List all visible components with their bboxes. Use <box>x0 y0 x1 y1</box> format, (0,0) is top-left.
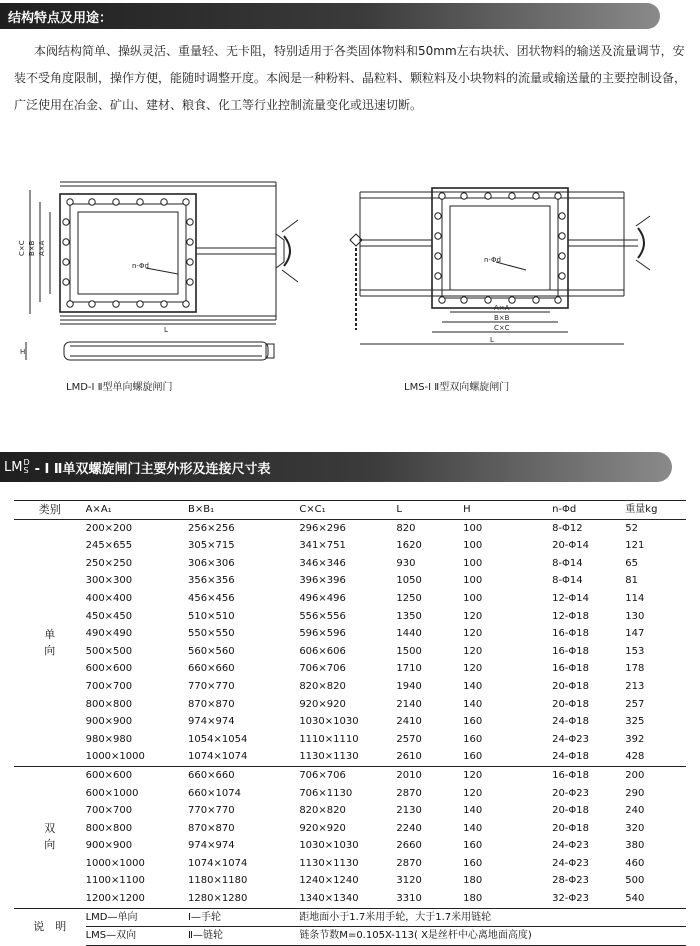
table-cell: 1350 <box>396 610 422 622</box>
dim-label-l: L <box>490 336 494 344</box>
dim-label-aaa: A×A <box>38 240 46 256</box>
table-cell: 600×600 <box>85 663 133 675</box>
notes-row <box>14 927 686 946</box>
table-cell: 213 <box>625 680 645 692</box>
table-cell: 120 <box>463 610 483 622</box>
table-cell: 660×660 <box>188 766 299 784</box>
table-cell: 8-Φ14 <box>552 557 583 569</box>
lms-drawing <box>348 170 684 370</box>
table-cell: 160 <box>463 840 483 852</box>
table-cell: 2870 <box>396 787 422 799</box>
table-cell: 16-Φ18 <box>552 766 625 784</box>
table-cell: 1130×1130 <box>299 857 359 869</box>
table-cell: 870×870 <box>188 822 235 834</box>
header-cell: 类别 <box>14 501 86 520</box>
note-cell: LMS—双向 <box>86 927 188 946</box>
table-cell: 200×200 <box>85 522 133 534</box>
caption-lmd: LMD-Ⅰ Ⅱ型单向螺旋闸门 <box>66 382 173 393</box>
table-cell: 2870 <box>396 857 422 869</box>
table-cell: 2140 <box>396 698 422 710</box>
table-cell: 3120 <box>396 875 422 887</box>
table-cell: 460 <box>625 857 645 869</box>
table-cell: 1710 <box>396 663 422 675</box>
table-cell: 325 <box>625 716 645 728</box>
dim-label-bbb: B×B <box>494 314 510 322</box>
table-cell: 200 <box>625 766 686 784</box>
table-cell: 120 <box>463 628 483 640</box>
table-cell: 920×920 <box>299 698 346 710</box>
table-cell: 1280×1280 <box>188 893 248 905</box>
table-cell: 160 <box>463 857 483 869</box>
table-cell: 100 <box>463 540 483 552</box>
table-cell: 8-Φ14 <box>552 575 583 587</box>
table-cell: 490×490 <box>85 628 133 640</box>
table-cell: 428 <box>625 751 645 763</box>
table-cell: 1030×1030 <box>299 716 359 728</box>
table-row <box>14 643 686 661</box>
table-cell: 120 <box>463 766 552 784</box>
table-cell: 600×600 <box>86 766 188 784</box>
table-cell: 178 <box>625 663 645 675</box>
table-cell: 820×820 <box>299 805 346 817</box>
table-cell: 2660 <box>396 840 422 852</box>
table-row <box>14 802 686 820</box>
header-cell: n-Φd <box>552 501 625 520</box>
table-cell: 920×920 <box>299 822 346 834</box>
group-double <box>14 766 686 908</box>
table-cell: 24-Φ23 <box>552 857 590 869</box>
table-cell: 500×500 <box>85 645 133 657</box>
table-row <box>14 766 686 784</box>
table-cell: 256×256 <box>188 522 235 534</box>
header-cell: H <box>463 501 552 520</box>
header-cell: C×C₁ <box>299 501 396 520</box>
table-cell: 120 <box>463 663 483 675</box>
header-cell: B×B₁ <box>188 501 299 520</box>
table-cell: 1074×1074 <box>188 751 248 763</box>
table-cell: 3310 <box>396 893 422 905</box>
table-cell: 1200×1200 <box>85 893 145 905</box>
table-cell: 1250 <box>396 592 422 604</box>
table-cell: 28-Φ23 <box>552 875 590 887</box>
table-cell: 2570 <box>396 733 422 745</box>
table-row <box>14 537 686 555</box>
table-cell: 900×900 <box>85 840 133 852</box>
group-single <box>14 519 686 766</box>
table-cell: 660×1074 <box>188 787 241 799</box>
table-cell: 100 <box>463 522 483 534</box>
table-cell: 550×550 <box>188 628 235 640</box>
table-cell: 2240 <box>396 822 422 834</box>
table-cell: 1030×1030 <box>299 840 359 852</box>
table-cell: 20-Φ18 <box>552 680 590 692</box>
table-cell: 24-Φ23 <box>552 733 590 745</box>
table-cell: 24-Φ23 <box>552 840 590 852</box>
table-cell: 456×456 <box>188 592 235 604</box>
table-cell: 1054×1054 <box>188 733 248 745</box>
table-cell: 356×356 <box>188 575 235 587</box>
table-cell: 16-Φ18 <box>552 663 590 675</box>
notes-label: 说 明 <box>14 908 86 945</box>
table-header-row <box>14 501 686 520</box>
intro-paragraph: 本阀结构简单、操纵灵活、重量轻、无卡阻，特别适用于各类固体物料和50mm左右块状、团状物料的输送及流量调节，安装不受角度限制，操作方便，能随时调整开度。本阀是一种粉料、晶粒料、颗粒料及小块物料的流量或输送量的主要控制设备，广泛使用在冶金、矿山、建材、粮食、化工等行业控制流量变化或迅速切断。 <box>14 44 687 112</box>
dim-label-bbb: B×B <box>28 240 36 256</box>
table-row <box>14 890 686 908</box>
table-cell: 130 <box>625 610 645 622</box>
dim-label-aaa: A×A <box>494 304 510 312</box>
table-cell: 510×510 <box>188 610 235 622</box>
table-cell: 114 <box>625 592 645 604</box>
header-cell: L <box>396 501 463 520</box>
dim-label-ccc: C×C <box>494 324 510 332</box>
table-cell: 2130 <box>396 805 422 817</box>
table-cell: 20-Φ23 <box>552 787 590 799</box>
table-cell: 12-Φ14 <box>552 592 590 604</box>
table-cell: 606×606 <box>299 645 346 657</box>
header-cell: 重量kg <box>625 501 686 520</box>
table-row <box>14 608 686 626</box>
table-cell: 140 <box>463 805 483 817</box>
section-banner-features <box>0 3 660 29</box>
table-cell: 180 <box>463 893 483 905</box>
note-cell: 距地面小于1.7米用手轮，大于1.7米用链轮 <box>299 908 686 927</box>
table-row <box>14 555 686 573</box>
table-row <box>14 713 686 731</box>
table-cell: 147 <box>625 628 645 640</box>
table-cell: 2610 <box>396 751 422 763</box>
dim-label-ccc: C×C <box>18 240 26 256</box>
table-cell: 1000×1000 <box>85 857 145 869</box>
dim-label-nd: n-Φd <box>484 256 501 264</box>
table-cell: 20-Φ14 <box>552 540 590 552</box>
table-cell: 660×660 <box>188 663 235 675</box>
table-cell: 1100×1100 <box>85 875 145 887</box>
table-cell: 1620 <box>396 540 422 552</box>
table-cell: 980×980 <box>85 733 133 745</box>
table-cell: 8-Φ12 <box>552 522 583 534</box>
table-cell: 706×1130 <box>299 787 353 799</box>
table-cell: 296×296 <box>299 522 346 534</box>
table-cell: 820 <box>396 522 416 534</box>
table-cell: 1180×1180 <box>188 875 248 887</box>
table-cell: 770×770 <box>188 680 235 692</box>
category-label: 双 向 <box>14 766 86 908</box>
table-cell: 1000×1000 <box>85 751 145 763</box>
table-row <box>14 696 686 714</box>
table-cell: 153 <box>625 645 645 657</box>
table-cell: 140 <box>463 680 483 692</box>
table-cell: 2010 <box>396 766 463 784</box>
table-cell: 380 <box>625 840 645 852</box>
table-cell: 100 <box>463 557 483 569</box>
table-cell: 120 <box>463 645 483 657</box>
lmd-drawing <box>14 170 314 370</box>
section-title: 结构特点及用途： <box>8 10 113 26</box>
table-cell: 52 <box>625 522 639 534</box>
table-cell: 81 <box>625 575 639 587</box>
table-cell: 706×706 <box>299 766 396 784</box>
table-cell: 346×346 <box>299 557 346 569</box>
table-cell: 65 <box>625 557 639 569</box>
table-cell: 600×1000 <box>85 787 139 799</box>
table-cell: 240 <box>625 805 645 817</box>
table-cell: 700×700 <box>85 805 133 817</box>
table-title: - Ⅰ Ⅱ单双螺旋闸门主要外形及连接尺寸表 <box>34 461 271 477</box>
table-cell: 100 <box>463 592 483 604</box>
table-row <box>14 590 686 608</box>
table-cell: 1440 <box>396 628 422 640</box>
table-cell: 140 <box>463 698 483 710</box>
table-cell: 160 <box>463 716 483 728</box>
table-cell: 160 <box>463 751 483 763</box>
note-cell: Ⅰ—手轮 <box>188 908 299 927</box>
note-cell: Ⅱ—链轮 <box>188 927 299 946</box>
table-cell: 2410 <box>396 716 422 728</box>
table-cell: 930 <box>396 557 416 569</box>
table-cell: 700×700 <box>85 680 133 692</box>
dim-label-h: H <box>20 348 26 356</box>
table-cell: 1240×1240 <box>299 875 359 887</box>
table-cell: 24-Φ18 <box>552 751 590 763</box>
table-cell: 305×715 <box>188 540 235 552</box>
table-cell: 500 <box>625 875 645 887</box>
section-banner-table <box>0 452 672 482</box>
table-cell: 820×820 <box>299 680 346 692</box>
table-cell: 556×556 <box>299 610 346 622</box>
table-cell: 250×250 <box>85 557 133 569</box>
table-row <box>14 855 686 873</box>
note-cell: LMD—单向 <box>86 908 188 927</box>
table-cell: 392 <box>625 733 645 745</box>
dimensions-table <box>14 500 686 946</box>
diagram-lmd <box>14 170 314 393</box>
table-cell: 24-Φ18 <box>552 716 590 728</box>
table-cell: 320 <box>625 822 645 834</box>
table-cell: 100 <box>463 575 483 587</box>
dim-label-nd: n-Φd <box>132 262 149 270</box>
table-cell: 560×560 <box>188 645 235 657</box>
table-cell: 245×655 <box>85 540 133 552</box>
table-cell: 1940 <box>396 680 422 692</box>
table-cell: 290 <box>625 787 645 799</box>
table-row <box>14 731 686 749</box>
table-cell: 257 <box>625 698 645 710</box>
table-cell: 596×596 <box>299 628 346 640</box>
table-cell: 1500 <box>396 645 422 657</box>
table-row <box>14 625 686 643</box>
table-cell: 1130×1130 <box>299 751 359 763</box>
caption-lms: LMS-Ⅰ Ⅱ型双向螺旋闸门 <box>404 382 510 393</box>
table-row <box>14 820 686 838</box>
table-cell: 140 <box>463 822 483 834</box>
table-cell: 300×300 <box>85 575 133 587</box>
header-cell: A×A₁ <box>86 501 188 520</box>
table-cell: 1050 <box>396 575 422 587</box>
table-cell: 20-Φ18 <box>552 698 590 710</box>
notes-row <box>14 908 686 927</box>
table-row <box>14 748 686 766</box>
table-cell: 706×706 <box>299 663 346 675</box>
table-cell: 16-Φ18 <box>552 628 590 640</box>
table-cell: 900×900 <box>85 716 133 728</box>
table-cell: 20-Φ18 <box>552 822 590 834</box>
table-cell: 496×496 <box>299 592 346 604</box>
table-cell: 1340×1340 <box>299 893 359 905</box>
table-row <box>14 678 686 696</box>
note-cell: 链条节数M=0.105X-113( X是丝杆中心离地面高度) <box>299 927 686 946</box>
table-cell: 870×870 <box>188 698 235 710</box>
table-cell: 800×800 <box>85 698 133 710</box>
category-label: 单 向 <box>44 627 56 657</box>
table-cell: 341×751 <box>299 540 346 552</box>
table-cell: 16-Φ18 <box>552 645 590 657</box>
table-row <box>14 872 686 890</box>
table-cell: 974×974 <box>188 840 235 852</box>
table-cell: 396×396 <box>299 575 346 587</box>
table-cell: 450×450 <box>85 610 133 622</box>
table-cell: 20-Φ18 <box>552 805 590 817</box>
table-cell: 400×400 <box>85 592 133 604</box>
table-cell: 306×306 <box>188 557 235 569</box>
table-cell: 32-Φ23 <box>552 893 590 905</box>
model-prefix: LM D S <box>4 458 30 475</box>
table-row <box>14 519 686 537</box>
table-row <box>14 785 686 803</box>
table-cell: 770×770 <box>188 805 235 817</box>
table-cell: 160 <box>463 733 483 745</box>
table-cell: 121 <box>625 540 645 552</box>
table-cell: 1110×1110 <box>299 733 359 745</box>
dim-label-l: L <box>164 326 168 334</box>
table-cell: 800×800 <box>85 822 133 834</box>
table-row <box>14 572 686 590</box>
table-cell: 540 <box>625 893 645 905</box>
table-row <box>14 837 686 855</box>
diagram-lms <box>348 170 684 393</box>
table-cell: 180 <box>463 875 483 887</box>
table-cell: 120 <box>463 787 483 799</box>
table-cell: 1074×1074 <box>188 857 248 869</box>
table-row <box>14 660 686 678</box>
table-cell: 974×974 <box>188 716 235 728</box>
table-cell: 12-Φ18 <box>552 610 590 622</box>
